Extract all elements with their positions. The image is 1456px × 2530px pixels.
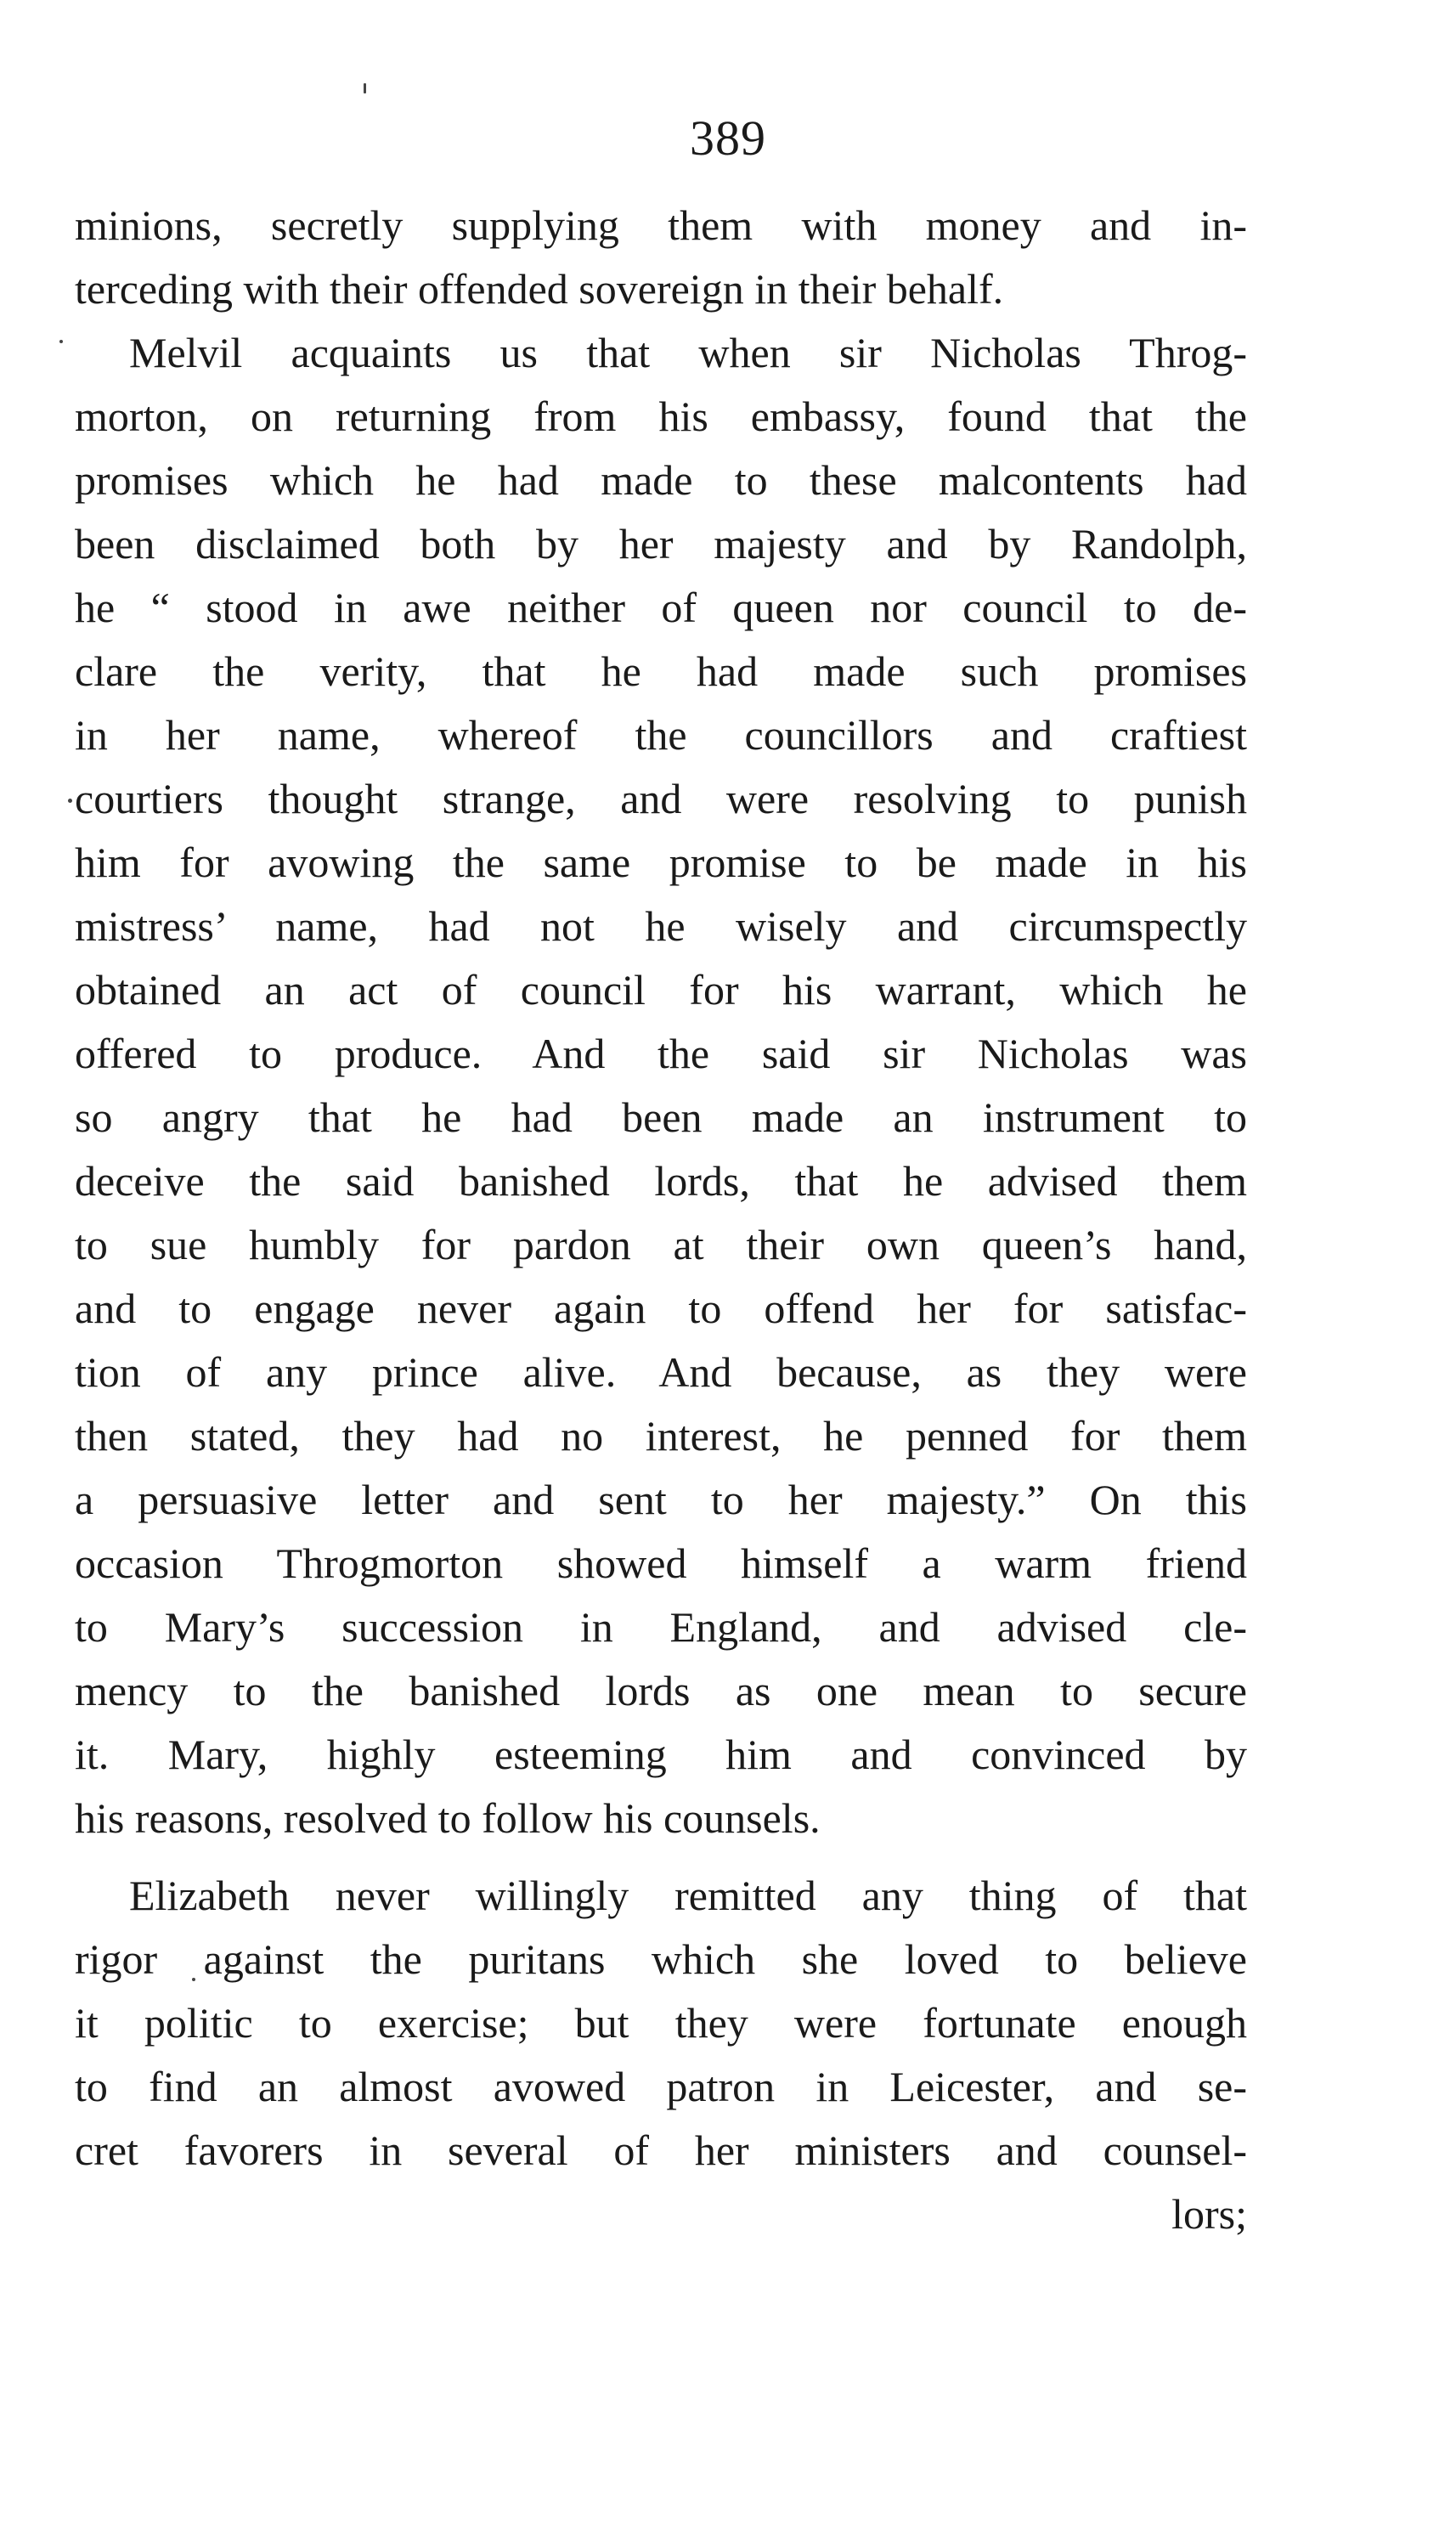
text-line: tion of any prince alive. And because, as they were — [75, 1348, 1247, 1396]
text-line: it politic to exercise; but they were fortunate enough — [75, 1999, 1247, 2047]
text-line: cret favorers in several of her ministers and counsel- — [75, 2126, 1247, 2174]
text-line: promises which he had made to these malcontents had — [75, 456, 1247, 504]
text-line: morton, on returning from his embassy, found that the — [75, 392, 1247, 440]
text-line: then stated, they had no interest, he penned for them — [75, 1412, 1247, 1460]
text-line: him for avowing the same promise to be made in his — [75, 839, 1247, 886]
page-number: 389 — [690, 110, 766, 166]
text-line: obtained an act of council for his warrant, which he — [75, 966, 1247, 1014]
text-line: to sue humbly for pardon at their own queen’s hand, — [75, 1221, 1247, 1268]
text-line: mistress’ name, had not he wisely and circumspectly — [75, 902, 1247, 950]
body-text — [75, 194, 1247, 2246]
text-line: in her name, whereof the councillors and craftiest — [75, 711, 1247, 759]
text-line: his reasons, resolved to follow his counsels. — [75, 1794, 821, 1842]
text-line: terceding with their offended sovereign in their behalf. — [75, 265, 1004, 313]
text-line: been disclaimed both by her majesty and by Randolph, — [75, 520, 1247, 568]
text-line: Melvil acquaints us that when sir Nicholas Throg- — [129, 329, 1247, 376]
text-line: so angry that he had been made an instrument to — [75, 1093, 1247, 1141]
text-line: deceive the said banished lords, that he advised them — [75, 1157, 1247, 1205]
text-line: rigor against the puritans which she loved to believe — [75, 1935, 1247, 1983]
ink-speck-top — [364, 83, 366, 93]
ink-speck-left — [59, 340, 63, 343]
text-line: mency to the banished lords as one mean to secure — [75, 1667, 1247, 1714]
catchword: lors; — [1171, 2190, 1247, 2238]
text-line: courtiers thought strange, and were resolving to punish — [75, 775, 1247, 822]
text-line: Elizabeth never willingly remitted any thing of that — [129, 1872, 1247, 1919]
text-line: he “ stood in awe neither of queen nor council to de- — [75, 584, 1247, 631]
text-line: occasion Throgmorton showed himself a warm friend — [75, 1539, 1247, 1587]
text-line: to find an almost avowed patron in Leicester, and se- — [75, 2063, 1247, 2110]
text-line: to Mary’s succession in England, and advised cle- — [75, 1603, 1247, 1651]
text-line: minions, secretly supplying them with money and in- — [75, 201, 1247, 249]
text-line: clare the verity, that he had made such promises — [75, 647, 1247, 695]
text-line: a persuasive letter and sent to her majesty.” On this — [75, 1476, 1247, 1523]
text-line: it. Mary, highly esteeming him and convinced by — [75, 1731, 1247, 1778]
text-line: and to engage never again to offend her for satisfac- — [75, 1285, 1247, 1332]
ink-speck-margin — [68, 799, 72, 803]
text-line: offered to produce. And the said sir Nicholas was — [75, 1030, 1247, 1077]
